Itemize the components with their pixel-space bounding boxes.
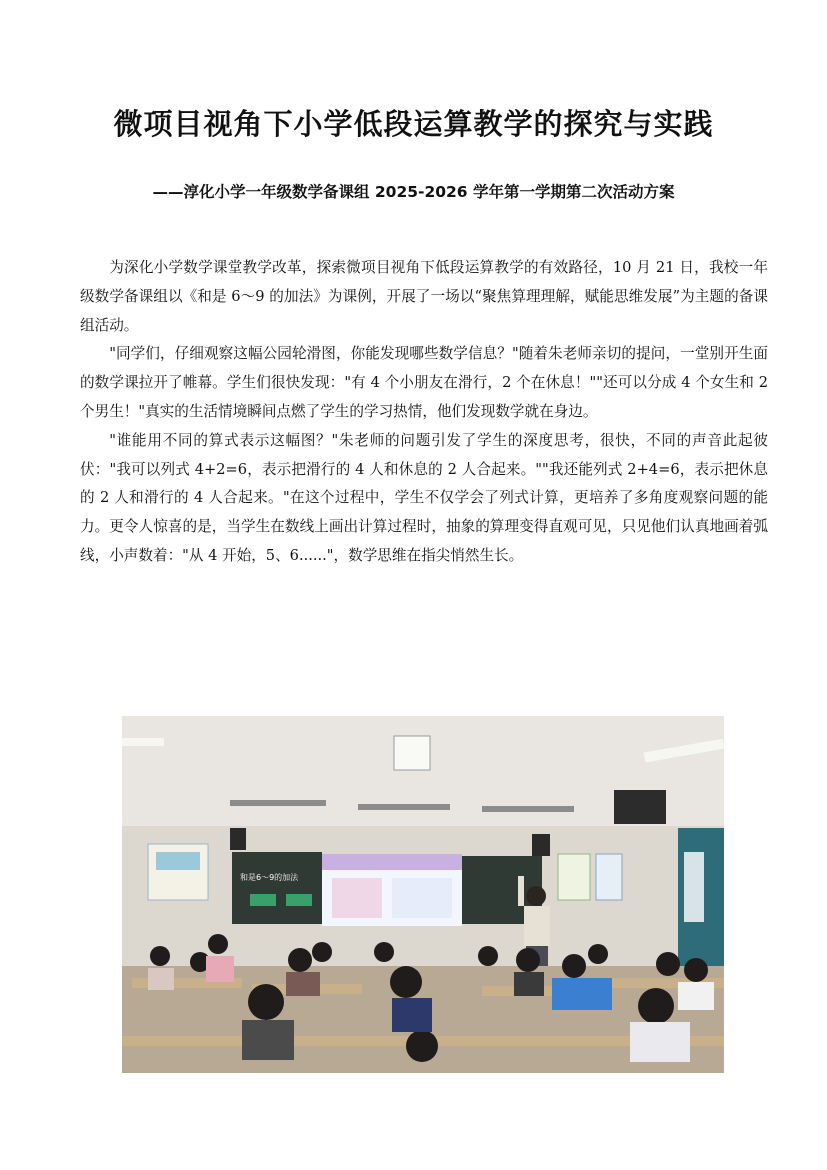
document-title: 微项目视角下小学低段运算教学的探究与实践 — [113, 107, 714, 141]
document-body — [80, 254, 768, 571]
blackboard-text: 和是6～9的加法 — [240, 873, 299, 882]
paragraph-1: 为深化小学数学课堂教学改革，探索微项目视角下低段运算教学的有效路径，10 月 21 日，我校一年级数学备课组以《和是 6～9 的加法》为课例，开展了一场以“聚焦算理理解，赋能思维发展”为主题的备课组活动。 — [80, 259, 768, 334]
document-subtitle: ——淳化小学一年级数学备课组 2025-2026 学年第一学期第二次活动方案 — [152, 183, 675, 201]
paragraph-3: "谁能用不同的算式表示这幅图？"朱老师的问题引发了学生的深度思考，很快，不同的声音此起彼伏："我可以列式 4+2=6，表示把滑行的 4 人和休息的 2 人合起来。""我还能列式 2+4=6，表示把休息的 2 人和滑行的 4 人合起来。"在这个过程中，学生不仅学会了列式计算，更培养了多角度观察问题的能力。更令人惊喜的是，当学生在数线上画出计算过程时，抽象的算理变得直观可见，只见他们认真地画着弧线，小声数着："从 4 开始，5、6......"，数学思维在指尖悄然生长。 — [80, 431, 768, 564]
classroom-photo — [122, 716, 724, 1073]
paragraph-2: "同学们，仔细观察这幅公园轮滑图，你能发现哪些数学信息？"随着朱老师亲切的提问，一堂别开生面的数学课拉开了帷幕。学生们很快发现："有 4 个小朋友在滑行，2 个在休息！""还可以分成 4 个女生和 2 个男生！"真实的生活情境瞬间点燃了学生的学习热情，他们发现数学就在身边。 — [80, 345, 768, 420]
